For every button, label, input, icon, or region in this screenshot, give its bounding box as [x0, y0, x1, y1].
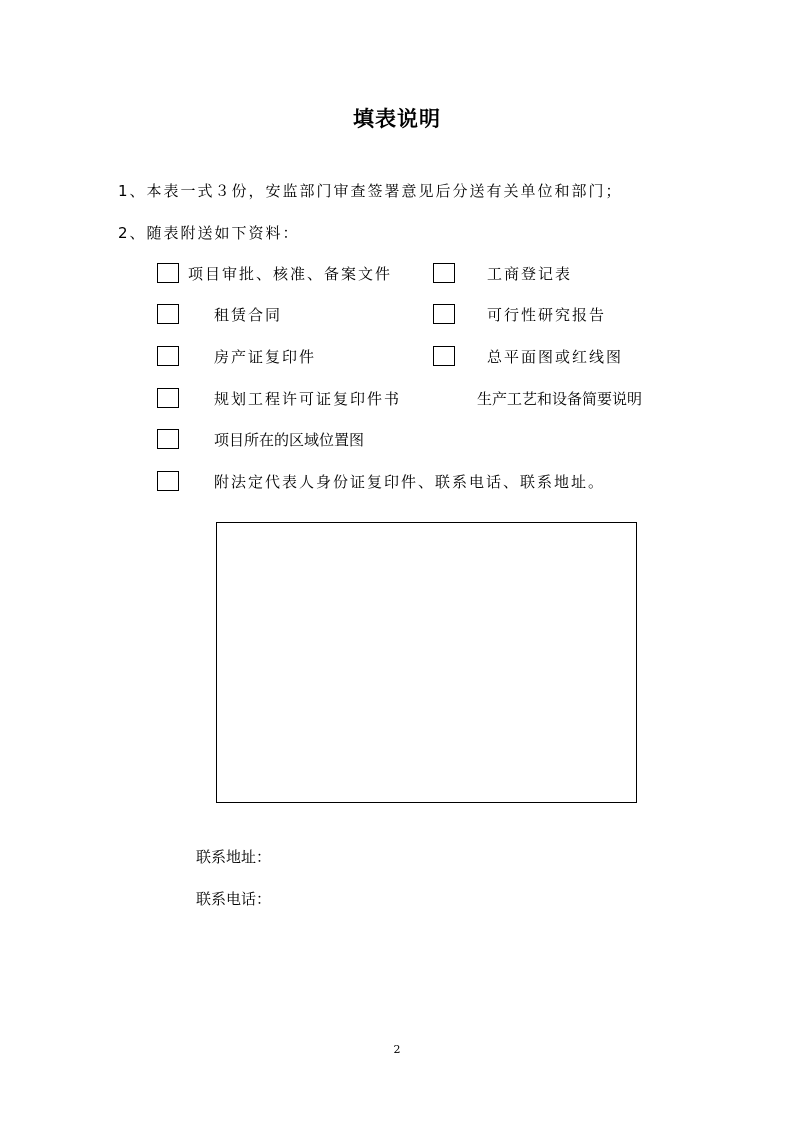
page-title: 填表说明	[353, 107, 441, 131]
contact-address-label: 联系地址：	[196, 848, 272, 866]
label-location-map: 项目所在的区域位置图	[214, 431, 365, 449]
attachment-box	[216, 522, 637, 803]
label-feasibility-report: 可行性研究报告	[487, 306, 607, 324]
label-project-approval: 项目审批、核准、备案文件	[188, 265, 393, 283]
page-number: 2	[393, 1043, 401, 1056]
label-legal-rep-id: 附法定代表人身份证复印件、联系电话、联系地址。	[214, 473, 606, 491]
label-business-registration: 工商登记表	[487, 265, 573, 283]
checkbox-feasibility-report[interactable]	[433, 304, 455, 324]
checkbox-location-map[interactable]	[157, 429, 179, 449]
contact-phone-label: 联系电话：	[196, 890, 272, 908]
checkbox-property-certificate[interactable]	[157, 346, 179, 366]
instruction-attachments: 2、随表附送如下资料：	[118, 224, 300, 242]
label-property-certificate: 房产证复印件	[214, 348, 317, 366]
checkbox-project-approval[interactable]	[157, 263, 179, 283]
label-lease-contract: 租赁合同	[214, 306, 283, 324]
checkbox-planning-permit[interactable]	[157, 388, 179, 408]
instruction-copies: 1、本表一式３份，安监部门审查签署意见后分送有关单位和部门；	[118, 182, 623, 200]
checkbox-lease-contract[interactable]	[157, 304, 179, 324]
checkbox-legal-rep-id[interactable]	[157, 471, 179, 491]
label-process-equipment: 生产工艺和设备简要说明	[477, 390, 643, 408]
checkbox-site-plan[interactable]	[433, 346, 455, 366]
label-site-plan: 总平面图或红线图	[487, 348, 624, 366]
label-planning-permit: 规划工程许可证复印件书	[214, 390, 402, 408]
checkbox-business-registration[interactable]	[433, 263, 455, 283]
